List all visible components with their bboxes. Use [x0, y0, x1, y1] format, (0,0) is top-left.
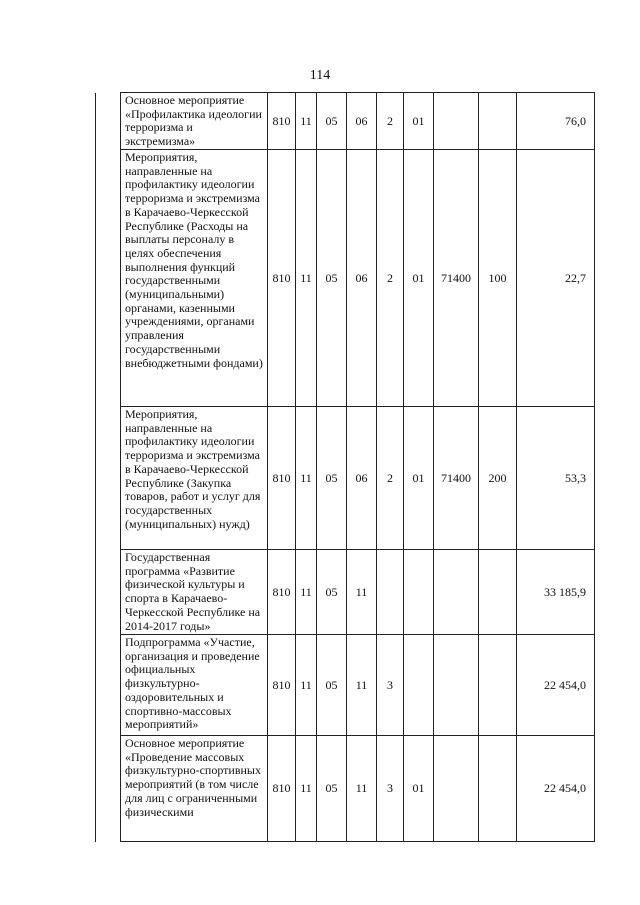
program-code-cell: 06 [347, 407, 377, 550]
program-code-cell: 06 [347, 93, 377, 150]
item-name-text: Основное мероприятие «Проведение массовых физкультурно-спортивных мероприятий (в том числе для лиц с ограниченными физическими [125, 736, 261, 819]
expense-type-cell: 100 [479, 150, 517, 407]
subsection-code-cell: 05 [317, 407, 347, 550]
direction-code-cell [434, 93, 479, 150]
item-name-cell [121, 93, 268, 150]
expense-type-cell [479, 635, 517, 736]
table-row [96, 407, 595, 550]
item-name-text: Мероприятия, направленные на профилактику идеологии терроризма и экстремизма в Карачаево-Черкесской Республике (Расходы на выплаты персоналу в целях обеспечения выполнения функций государственными (муниципальными) органами, казенными учреждениями, органами управления государственными внебюджетными фондами) [125, 150, 263, 370]
item-name-text: Подпрограмма «Участие, организация и проведение официальных физкультурно-оздоровительных и спортивно-массовых мероприятий» [125, 635, 260, 732]
table-row [96, 93, 595, 150]
table-row [96, 550, 595, 635]
subprogram-code-cell: 2 [377, 150, 404, 407]
item-name-text: Государственная программа «Развитие физической культуры и спорта в Карачаево-Черкесской Республике на 2014-2017 годы» [125, 550, 261, 633]
direction-code-cell: 71400 [434, 407, 479, 550]
ministry-code-cell: 810 [268, 550, 296, 635]
amount-cell: 22,7 [517, 150, 595, 407]
program-code-cell: 11 [347, 736, 377, 842]
event-code-cell [404, 635, 434, 736]
row-number-cell [96, 550, 121, 635]
expense-type-cell [479, 550, 517, 635]
event-code-cell: 01 [404, 93, 434, 150]
amount-cell: 76,0 [517, 93, 595, 150]
section-code-cell: 11 [296, 93, 317, 150]
amount-cell: 22 454,0 [517, 736, 595, 842]
event-code-cell: 01 [404, 150, 434, 407]
ministry-code-cell: 810 [268, 93, 296, 150]
amount-cell: 22 454,0 [517, 635, 595, 736]
section-code-cell: 11 [296, 550, 317, 635]
expense-type-cell: 200 [479, 407, 517, 550]
item-name-text: Основное мероприятие «Профилактика идеологии терроризма и экстремизма» [125, 93, 262, 149]
ministry-code-cell: 810 [268, 736, 296, 842]
table-row [96, 736, 595, 842]
row-number-cell [96, 150, 121, 407]
ministry-code-cell: 810 [268, 635, 296, 736]
subprogram-code-cell: 3 [377, 736, 404, 842]
row-number-cell [96, 635, 121, 736]
direction-code-cell [434, 635, 479, 736]
subprogram-code-cell: 3 [377, 635, 404, 736]
event-code-cell [404, 550, 434, 635]
subsection-code-cell: 05 [317, 635, 347, 736]
direction-code-cell: 71400 [434, 150, 479, 407]
expense-type-cell [479, 93, 517, 150]
section-code-cell: 11 [296, 407, 317, 550]
amount-cell: 33 185,9 [517, 550, 595, 635]
ministry-code-cell: 810 [268, 150, 296, 407]
subprogram-code-cell: 2 [377, 407, 404, 550]
subsection-code-cell: 05 [317, 736, 347, 842]
subprogram-code-cell [377, 550, 404, 635]
section-code-cell: 11 [296, 150, 317, 407]
row-number-cell [96, 736, 121, 842]
item-name-cell [121, 550, 268, 635]
expense-type-cell [479, 736, 517, 842]
section-code-cell: 11 [296, 736, 317, 842]
budget-table [95, 92, 595, 842]
subsection-code-cell: 05 [317, 550, 347, 635]
section-code-cell: 11 [296, 635, 317, 736]
item-name-cell [121, 635, 268, 736]
direction-code-cell [434, 736, 479, 842]
event-code-cell: 01 [404, 736, 434, 842]
direction-code-cell [434, 550, 479, 635]
table-row [96, 150, 595, 407]
item-name-cell [121, 150, 268, 407]
row-number-cell [96, 407, 121, 550]
row-number-cell [96, 93, 121, 150]
program-code-cell: 11 [347, 550, 377, 635]
ministry-code-cell: 810 [268, 407, 296, 550]
amount-cell: 53,3 [517, 407, 595, 550]
program-code-cell: 06 [347, 150, 377, 407]
item-name-text: Мероприятия, направленные на профилактику идеологии терроризма и экстремизма в Карачаево-Черкесской Республике (Закупка товаров, работ и услуг для государственных (муниципальных) нужд) [125, 407, 261, 531]
subsection-code-cell: 05 [317, 150, 347, 407]
subsection-code-cell: 05 [317, 93, 347, 150]
subprogram-code-cell: 2 [377, 93, 404, 150]
item-name-cell [121, 407, 268, 550]
page-number: 114 [309, 68, 331, 83]
item-name-cell [121, 736, 268, 842]
event-code-cell: 01 [404, 407, 434, 550]
program-code-cell: 11 [347, 635, 377, 736]
table-row [96, 635, 595, 736]
